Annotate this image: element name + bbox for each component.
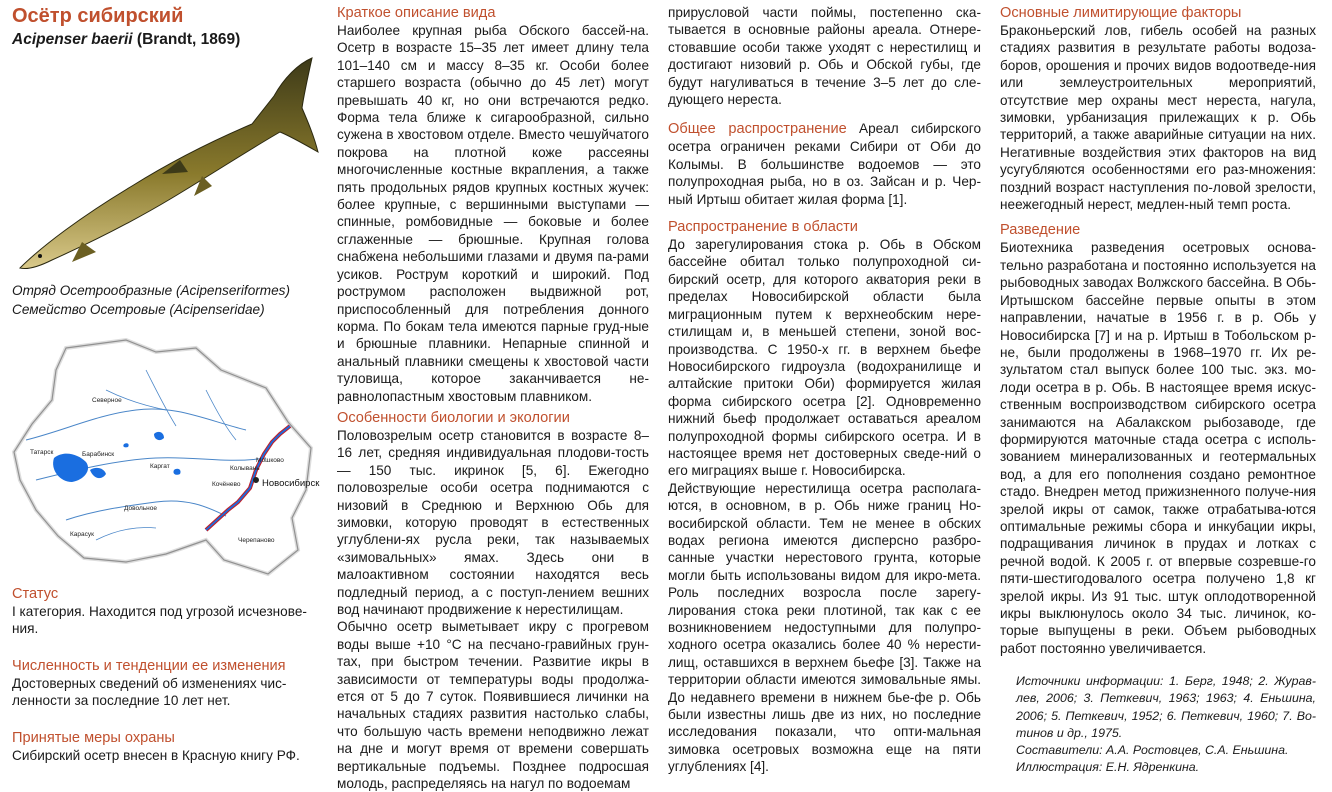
measures-heading: Принятые меры охраны: [12, 730, 175, 746]
sources-text: Источники информации: 1. Берг, 1948; 2. Журав-лев, 2006; 3. Петкевич, 1963; 1963; 4. Еньшина, 2006; 5. Петкевич, 1952; 6. Петкевич, 1960; 7. Во-тинов и др., 1975.: [1016, 674, 1316, 740]
map-label-kargat: Каргат: [150, 463, 170, 470]
measures-text: Сибирский осетр внесен в Красную книгу РФ.: [12, 748, 300, 763]
taxonomy-order: Отряд Осетрообразные (Acipenseriformes): [12, 283, 291, 298]
distribution-map: [6, 330, 326, 580]
taxonomy-family: Семейство Осетровые (Acipenseridae): [12, 302, 265, 317]
breeding-text: Биотехника разведения осетровых основа-тельно разработана и постоянно используется на рыбоводных заводах Волжского бассейна. В Обь-Иртышском бассейне первые опыты в этом направлении, начатые в 1956 г. в р. Обь у Новосибирска [7] и на р. Иртыш в Тобольском р-не, были продолжены в 1968–1970 гг. Их ре-зультатом стал выпуск более 100 тыс. экз. мо-лоди осетра в р. Обь. В настоящее время искус-ственным воспроизводством сибирского осетра занимаются на Абалакском рыбозаводе, где формируются маточные стада осетра с исполь-зованием минерализованных и геотермальных вод, а для его пополнения создано ремонтное стадо. Внедрен метод прижизненного получе-ния зрелой икры от самок, также отрабатыва-ются оптимальные режимы сбора и инкубации икры, подращивания личинок в прудах и лотках с речной водой. К 2005 г. от впервые созревше-го пяти-шестигодовалого осетра получено 1,8 кг зрелой икры. Из 91 тыс. штук оплодотворенной икры выклюнулось около 34 тыс. личинок, ко-торые выпущены в реки. Объем рыбоводных работ постоянно увеличивается.: [1000, 240, 1317, 656]
measures-section: [12, 729, 324, 764]
map-label-karasuk: Карасук: [70, 531, 94, 538]
map-label-moshkovo: Мошково: [256, 457, 284, 464]
general-distribution-heading: Общее распространение: [668, 121, 847, 138]
description-text: Наиболее крупная рыба Обского бассей-на. Осетр в возрасте 15–35 лет имеет длину тела 101–140 см и массу 8–35 кг. Особи более старшего возраста (обычно до 45 лет) могут превышать 40 кг, но они встречаются редко. Форма тела ближе к сигарообразной, сильно сужена в хвостовом отделе. Вместо чешуйчатого покрова на плотной коже рассеяны многочисленные костные вкрапления, а также пять продольных рядов крупных костных жучек: более крупные, с вершинными выступами — спинные, ромбовидные — боковые и более сглаженные — брюшные. Крупная голова снабжена небольшими глазами и двумя па-рами усиков. Рострум короткий и широкий. Под рострумом расположен выдвижной рот, приспособленный для потребления донного корма. По бокам тела имеются парные груд-ные и брюшные плавники. Непарные спинной и анальный плавники смещены к хвостовой части туловища, которое заканчивается не-равнолопастным хвостовым плавником.: [337, 23, 649, 404]
abundance-heading: Численность и тенденции ее изменения: [12, 658, 286, 674]
general-distribution: [668, 120, 981, 208]
latin-binomial: Acipenser baerii: [12, 31, 133, 48]
column-3: [668, 4, 981, 776]
map-label-tatarsk: Татарск: [30, 449, 54, 456]
map-label-severnoe: Северное: [92, 397, 122, 404]
sources-authors: Составители: А.А. Ростовцев, С.А. Еньшина.: [1016, 743, 1289, 758]
general-distribution-text: Ареал сибирского осетра ограничен реками Сибири от Оби до Колымы. В большинстве водоемов — это полупроходная рыба, но в оз. Зайсан и р. Чер-ный Иртыш обитает жилая форма [1].: [668, 121, 981, 207]
breeding-heading: Разведение: [1000, 222, 1081, 239]
column-4: [1000, 4, 1316, 776]
status-text: I категория. Находится под угрозой исчезнове-ния.: [12, 604, 307, 637]
biology-paragraph-1: Половозрелым осетр становится в возрасте 8–16 лет, средняя индивидуальная плодови-тость — 150 тыс. икринок [5, 6]. Ежегодно половозрелые особи осетра поднимаются с низовий в Среднюю и Верхнюю Обь для зимовки, которую проводят в естественных углублени-ях русла реки, так называемых «зимовальных» ямах. Здесь они в малоактивном состоянии находятся весь подледный период, а с поступ-лением вешних вод начинают продвижение к нерестилищам.: [337, 427, 649, 617]
region-paragraph-2: Действующие нерестилища осетра располага-ются, в основном, в р. Обь ниже границ Но-восибирской области. Тем не менее в обских водах региона имеются дисперсно разбро-санные участки нерестового грунта, которые могли быть использованы видом для икро-мета. Роль последних возросла после зарегу-лирования стока реки плотиной, так как с ее возникновением недоступными для полупро-ходного осетра оказались более 40 % нерести-лищ, оставшихся в верхнем бьефе [3]. Также на территории области имеются зимовальные ямы. До недавнего времени в нижнем бье-фе р. Обь были известны лишь две из них, но последние исследования показали, что опти-мальная зимовка осетровых возможна еще на пяти углублениях [4].: [668, 480, 981, 775]
abundance-section: [12, 657, 324, 710]
status-heading: Статус: [12, 586, 59, 602]
biology-paragraph-2: Обычно осетр выметывает икру с прогревом воды выше +10 °С на песчано-гравийных грун-тах, при быстром течении. Развитие икры в зависимости от температуры воды продолжа-ется от 5 до 7 суток. Появившиеся личинки на начальных стадиях развития настолько слабы, что большую часть времени неподвижно лежат на дне и могут время от времени совершать вертикальные подъемы. Позднее подросшая молодь, распределяясь на нагул по водоемам: [337, 619, 649, 792]
biology-continuation: прирусловой части поймы, постепенно ска-тывается в основные районы ареала. Отнере-стовавшие особи также уходят с нерестилищ и достигают низовий р. Обь и Обской губы, где будут нагуливаться в течение 3–5 лет до сле-дующего нереста.: [668, 5, 981, 108]
abundance-text: Достоверных сведений об изменениях чис-ленности за последние 10 лет нет.: [12, 676, 287, 709]
biology-heading: Особенности биологии и экологии: [337, 409, 570, 426]
region-heading: Распространение в области: [668, 219, 858, 236]
map-label-novosibirsk: Новосибирск: [262, 478, 320, 489]
region-paragraph-1: До зарегулирования стока р. Обь в Обском бассейне обитал только полупроходной си-бирский осетр, для которого акватория реки в пределах Новосибирской области была миграционным путем к верхнеобским нере-стилищам и, в меньшей степени, зоной вос-производства. С 1950-х гг. в верхнем бьефе Новосибирского гидроузла (водохранилище и алтайские притоки Оби) формируется жилая форма сибирского осетра [2]. Одновременно нижний бьеф продолжает оставаться ареалом полупроходной формы сибирского осетра. И в настоящее время нет достоверных сведе-ний о его миграциях выше г. Новосибирска.: [668, 237, 981, 479]
column-1: [12, 4, 324, 50]
latin-author: (Brandt, 1869): [136, 31, 241, 48]
status-section: [12, 585, 324, 638]
map-label-barabinsk: Барабинск: [82, 451, 115, 458]
map-label-dovolnoe: Довольное: [124, 505, 157, 512]
map-label-kochenevo: Кочёнево: [212, 481, 241, 488]
limiting-text: Браконьерский лов, гибель особей на разных стадиях развития в результате работы водоза-боров, орошения и прочих видов водоотведе-ния или землеустроительных мероприятий, отсутствие мер охраны мест нереста, нагула, зимовки, урбанизация прилежащих к р. Обь территорий, а также аварийные ситуации на них. Негативные воздействия этих факторов на вид усугубляются особенностями его раз-множения: поздний возраст наступления по-ловой зрелости, неежегодный нерест, медлен-ный темп роста.: [1000, 23, 1316, 213]
column-2: [337, 4, 649, 792]
species-title: Осётр сибирский: [12, 5, 184, 27]
limiting-heading: Основные лимитирующие факторы: [1000, 5, 1242, 21]
taxonomy: [12, 281, 324, 319]
map-label-cherepanovo: Черепаново: [238, 537, 275, 544]
sources-illustration: Иллюстрация: Е.Н. Ядренкина.: [1016, 760, 1200, 775]
map-label-kolyvan: Колывань: [230, 465, 260, 472]
description-heading: Краткое описание вида: [337, 5, 496, 21]
sturgeon-illustration: [12, 56, 324, 276]
latin-name: [12, 30, 324, 50]
